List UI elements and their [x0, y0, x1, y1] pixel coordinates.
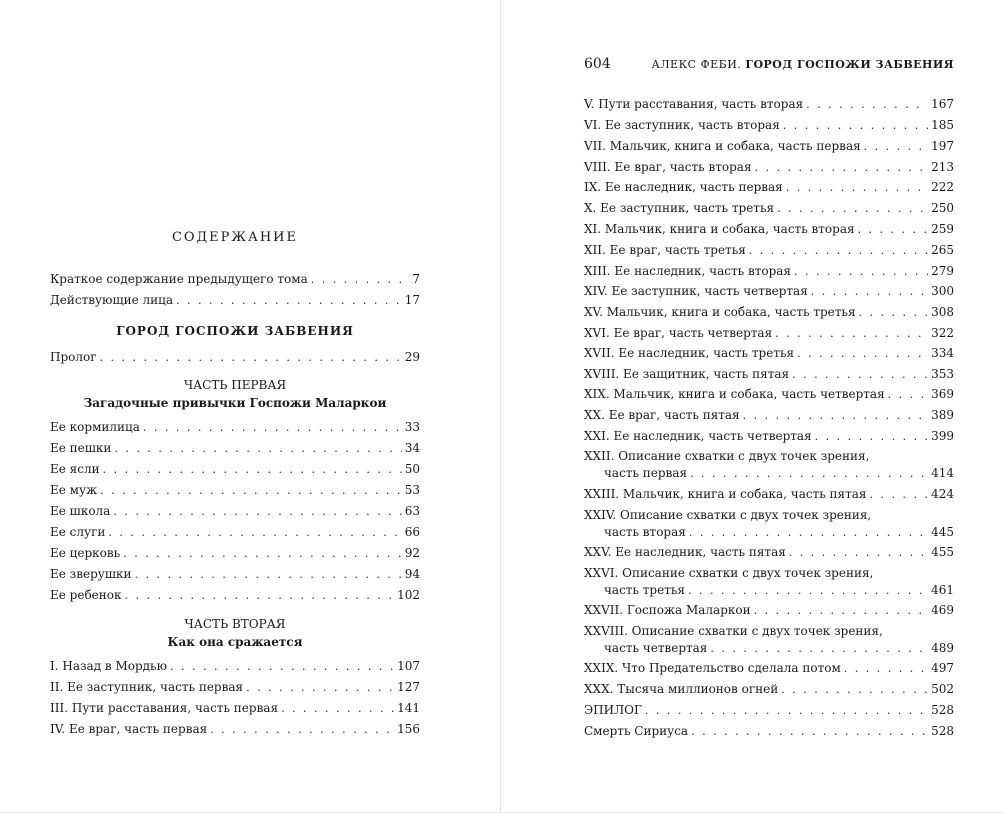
- dot-leader: [786, 181, 928, 195]
- toc-entry[interactable]: [50, 701, 420, 716]
- toc-entry[interactable]: [50, 546, 420, 561]
- dot-leader: [743, 409, 928, 423]
- toc-entry-title: XII. Ее враг, часть третья: [584, 243, 746, 257]
- dot-leader: [170, 660, 394, 674]
- toc-entry[interactable]: [584, 367, 954, 382]
- toc-entry-page: 455: [931, 545, 954, 559]
- toc-entry[interactable]: [584, 661, 954, 676]
- toc-entry-title: ЭПИЛОГ: [584, 703, 642, 717]
- toc-entry-page: 94: [404, 567, 420, 581]
- toc-entry-title: Ее ребенок: [50, 588, 122, 602]
- toc-entry-page: 308: [931, 305, 954, 319]
- toc-entry-page: 497: [931, 661, 954, 675]
- dot-leader: [783, 119, 928, 133]
- toc-entry-title: часть вторая: [604, 525, 686, 539]
- dot-leader: [754, 604, 928, 618]
- dot-leader: [143, 421, 402, 435]
- toc-entry-page: 414: [931, 466, 954, 480]
- toc-entry-page: 17: [404, 293, 420, 307]
- dot-leader: [844, 662, 928, 676]
- toc-entry-title: Ее слуги: [50, 525, 106, 539]
- toc-entry-title: XXIX. Что Предательство сделала потом: [584, 661, 841, 675]
- dot-leader: [858, 223, 929, 237]
- dot-leader: [811, 285, 928, 299]
- toc-entry-page: 334: [931, 346, 954, 360]
- toc-entry[interactable]: [584, 97, 954, 112]
- dot-leader: [775, 327, 928, 341]
- book-title: ГОРОД ГОСПОЖИ ЗАБВЕНИЯ: [116, 324, 354, 338]
- toc-entry[interactable]: [584, 545, 954, 560]
- toc-entry-page: 53: [404, 483, 420, 497]
- toc-entry-title: I. Назад в Мордью: [50, 659, 168, 673]
- toc-entry-title: IX. Ее наследник, часть первая: [584, 180, 783, 194]
- toc-entry-page: 489: [931, 641, 954, 655]
- toc-entry-title: VIII. Ее враг, часть вторая: [584, 160, 752, 174]
- toc-entry-title: XXX. Тысяча миллионов огней: [584, 682, 779, 696]
- toc-entry[interactable]: [50, 483, 420, 498]
- toc-entry-prologue[interactable]: [50, 350, 420, 365]
- toc-entry-page: 107: [397, 659, 420, 673]
- dot-leader: [114, 442, 401, 456]
- toc-entry[interactable]: [50, 272, 420, 287]
- part-one-title: ЧАСТЬ ПЕРВАЯ: [183, 378, 287, 392]
- contents-heading: СОДЕРЖАНИЕ: [171, 230, 299, 245]
- toc-entry-page: 265: [931, 243, 954, 257]
- toc-entry[interactable]: [584, 305, 954, 320]
- toc-entry-title: XIII. Ее наследник, часть вторая: [584, 264, 791, 278]
- toc-entry[interactable]: [50, 722, 420, 737]
- dot-leader: [281, 702, 394, 716]
- toc-entry[interactable]: [584, 387, 954, 402]
- toc-entry-page: 63: [404, 504, 420, 518]
- dot-leader: [789, 546, 928, 560]
- dot-leader: [749, 244, 928, 258]
- running-head-text: [652, 58, 954, 71]
- toc-entry-title: Смерть Сириуса: [584, 724, 689, 738]
- toc-entry-title: IV. Ее враг, часть первая: [50, 722, 208, 736]
- dot-leader: [888, 388, 928, 402]
- toc-entry-page: 92: [404, 546, 420, 560]
- toc-entry[interactable]: [584, 118, 954, 133]
- toc-entry[interactable]: [584, 682, 954, 697]
- toc-entry-page: 7: [412, 272, 420, 286]
- toc-entry[interactable]: [584, 429, 954, 444]
- toc-entry[interactable]: [584, 603, 954, 618]
- toc-entry-title: XV. Мальчик, книга и собака, часть третья: [584, 305, 856, 319]
- left-page: [0, 0, 501, 813]
- toc-entry-page: 29: [404, 350, 420, 364]
- toc-entry-title: X. Ее заступник, часть третья: [584, 201, 775, 215]
- dot-leader: [777, 202, 928, 216]
- toc-entry[interactable]: [584, 201, 954, 216]
- toc-entry-page: 399: [931, 429, 954, 443]
- toc-entry[interactable]: [604, 525, 954, 540]
- toc-entry-title: Ее пешки: [50, 441, 112, 455]
- toc-entry-title: XX. Ее враг, часть пятая: [584, 408, 740, 422]
- toc-entry-title: VI. Ее заступник, часть вторая: [584, 118, 780, 132]
- toc-entry-page: 528: [931, 703, 954, 717]
- toc-entry[interactable]: [584, 284, 954, 299]
- toc-entry-first-line[interactable]: XXVI. Описание схватки с двух точек зрения,: [584, 566, 874, 580]
- toc-entry[interactable]: [584, 264, 954, 279]
- dot-leader: [688, 584, 928, 598]
- dot-leader: [815, 430, 928, 444]
- toc-entry-page: 369: [931, 387, 954, 401]
- toc-entry-page: 528: [931, 724, 954, 738]
- right-page: [502, 0, 1005, 813]
- author-name: АЛЕКС ФЕБИ.: [651, 58, 742, 71]
- dot-leader: [792, 368, 928, 382]
- toc-entry[interactable]: [584, 346, 954, 361]
- toc-entry[interactable]: [50, 659, 420, 674]
- toc-entry-title: Ее школа: [50, 504, 111, 518]
- toc-entry-page: 461: [931, 583, 954, 597]
- toc-entry[interactable]: [50, 588, 420, 603]
- dot-leader: [123, 547, 402, 561]
- toc-entry-page: 389: [931, 408, 954, 422]
- toc-entry[interactable]: [50, 504, 420, 519]
- toc-entry-page: 445: [931, 525, 954, 539]
- dot-leader: [710, 642, 928, 656]
- toc-entry[interactable]: [584, 180, 954, 195]
- toc-entry-title: XXV. Ее наследник, часть пятая: [584, 545, 786, 559]
- toc-entry-title: XIX. Мальчик, книга и собака, часть четвертая: [584, 387, 885, 401]
- toc-entry-page: 50: [404, 462, 420, 476]
- toc-entry-title: Действующие лица: [50, 293, 174, 307]
- toc-entry-page: 66: [404, 525, 420, 539]
- toc-entry-page: 259: [931, 222, 954, 236]
- toc-entry-title: XXVII. Госпожа Маларкои: [584, 603, 751, 617]
- toc-entry[interactable]: [584, 408, 954, 423]
- toc-entry-page: 156: [397, 722, 420, 736]
- toc-entry-page: 300: [931, 284, 954, 298]
- toc-entry[interactable]: [50, 441, 420, 456]
- toc-entry-page: 185: [931, 118, 954, 132]
- toc-entry-title: часть третья: [604, 583, 685, 597]
- toc-entry-title: XI. Мальчик, книга и собака, часть вторая: [584, 222, 855, 236]
- toc-entry[interactable]: [584, 724, 954, 739]
- dot-leader: [246, 681, 394, 695]
- toc-entry[interactable]: [50, 567, 420, 582]
- toc-entry[interactable]: [50, 680, 420, 695]
- dot-leader: [210, 723, 394, 737]
- toc-entry-title: Ее ясли: [50, 462, 100, 476]
- toc-entry-title: XXI. Ее наследник, часть четвертая: [584, 429, 812, 443]
- dot-leader: [176, 294, 402, 308]
- toc-entry-title: Пролог: [50, 350, 97, 364]
- toc-entry[interactable]: [584, 487, 954, 502]
- toc-entry-page: 102: [397, 588, 420, 602]
- toc-entry[interactable]: [604, 466, 954, 481]
- dot-leader: [108, 526, 401, 540]
- part-two-subtitle: Как она сражается: [167, 635, 303, 649]
- toc-entry-title: часть четвертая: [604, 641, 708, 655]
- toc-entry-title: Краткое содержание предыдущего тома: [50, 272, 308, 286]
- toc-entry-page: 197: [931, 139, 954, 153]
- toc-entry[interactable]: [584, 160, 954, 175]
- toc-entry-page: 167: [931, 97, 954, 111]
- dot-leader: [870, 488, 929, 502]
- dot-leader: [806, 98, 928, 112]
- toc-entry-title: Ее муж: [50, 483, 98, 497]
- toc-entry-page: 279: [931, 264, 954, 278]
- running-book-title: ГОРОД ГОСПОЖИ ЗАБВЕНИЯ: [745, 58, 954, 71]
- toc-entry[interactable]: [50, 420, 420, 435]
- toc-entry-title: VII. Мальчик, книга и собака, часть первая: [584, 139, 861, 153]
- toc-entry-page: 250: [931, 201, 954, 215]
- dot-leader: [797, 347, 928, 361]
- part-two-title: ЧАСТЬ ВТОРАЯ: [184, 617, 286, 631]
- toc-entry-page: 34: [404, 441, 420, 455]
- toc-entry-title: XXIII. Мальчик, книга и собака, часть пятая: [584, 487, 867, 501]
- dot-leader: [645, 704, 928, 718]
- dot-leader: [864, 140, 928, 154]
- toc-entry-title: Ее зверушки: [50, 567, 132, 581]
- toc-entry-title: XVI. Ее враг, часть четвертая: [584, 326, 773, 340]
- dot-leader: [311, 273, 410, 287]
- toc-entry[interactable]: [584, 222, 954, 237]
- toc-entry-first-line[interactable]: XXII. Описание схватки с двух точек зрения,: [584, 449, 870, 463]
- toc-entry[interactable]: [50, 462, 420, 477]
- dot-leader: [690, 467, 928, 481]
- toc-entry-page: 33: [404, 420, 420, 434]
- toc-entry-page: 322: [931, 326, 954, 340]
- dot-leader: [100, 484, 402, 498]
- dot-leader: [755, 161, 929, 175]
- toc-entry-page: 424: [931, 487, 954, 501]
- dot-leader: [113, 505, 401, 519]
- toc-entry[interactable]: [50, 525, 420, 540]
- toc-entry[interactable]: [584, 139, 954, 154]
- toc-entry-title: XVII. Ее наследник, часть третья: [584, 346, 795, 360]
- dot-leader: [134, 568, 401, 582]
- toc-entry[interactable]: [584, 326, 954, 341]
- toc-entry-page: 222: [931, 180, 954, 194]
- dot-leader: [691, 725, 928, 739]
- toc-entry-title: Ее церковь: [50, 546, 121, 560]
- dot-leader: [859, 306, 929, 320]
- toc-entry-first-line[interactable]: XXIV. Описание схватки с двух точек зрения,: [584, 508, 872, 522]
- toc-entry-page: 353: [931, 367, 954, 381]
- page-number: 604: [584, 56, 611, 72]
- toc-entry-page: 469: [931, 603, 954, 617]
- toc-entry[interactable]: [584, 703, 954, 718]
- toc-entry[interactable]: [50, 293, 420, 308]
- toc-entry-title: XIV. Ее заступник, часть четвертая: [584, 284, 808, 298]
- toc-entry[interactable]: [604, 583, 954, 598]
- toc-entry-first-line[interactable]: XXVIII. Описание схватки с двух точек зрения,: [584, 624, 883, 638]
- toc-entry-title: часть первая: [604, 466, 688, 480]
- toc-entry-page: 502: [931, 682, 954, 696]
- running-header: [584, 56, 954, 72]
- toc-entry-title: V. Пути расставания, часть вторая: [584, 97, 804, 111]
- dot-leader: [100, 351, 402, 365]
- toc-entry[interactable]: [584, 243, 954, 258]
- toc-entry-title: III. Пути расставания, часть первая: [50, 701, 279, 715]
- part-one-subtitle: Загадочные привычки Госпожи Маларкои: [83, 396, 387, 410]
- dot-leader: [794, 265, 928, 279]
- dot-leader: [103, 463, 402, 477]
- toc-entry-title: Ее кормилица: [50, 420, 140, 434]
- toc-entry-title: XVIII. Ее защитник, часть пятая: [584, 367, 790, 381]
- toc-entry-title: II. Ее заступник, часть первая: [50, 680, 244, 694]
- toc-entry-page: 213: [931, 160, 954, 174]
- toc-entry[interactable]: [604, 641, 954, 656]
- dot-leader: [689, 526, 928, 540]
- dot-leader: [125, 589, 395, 603]
- dot-leader: [781, 683, 928, 697]
- toc-entry-page: 127: [397, 680, 420, 694]
- toc-entry-page: 141: [397, 701, 420, 715]
